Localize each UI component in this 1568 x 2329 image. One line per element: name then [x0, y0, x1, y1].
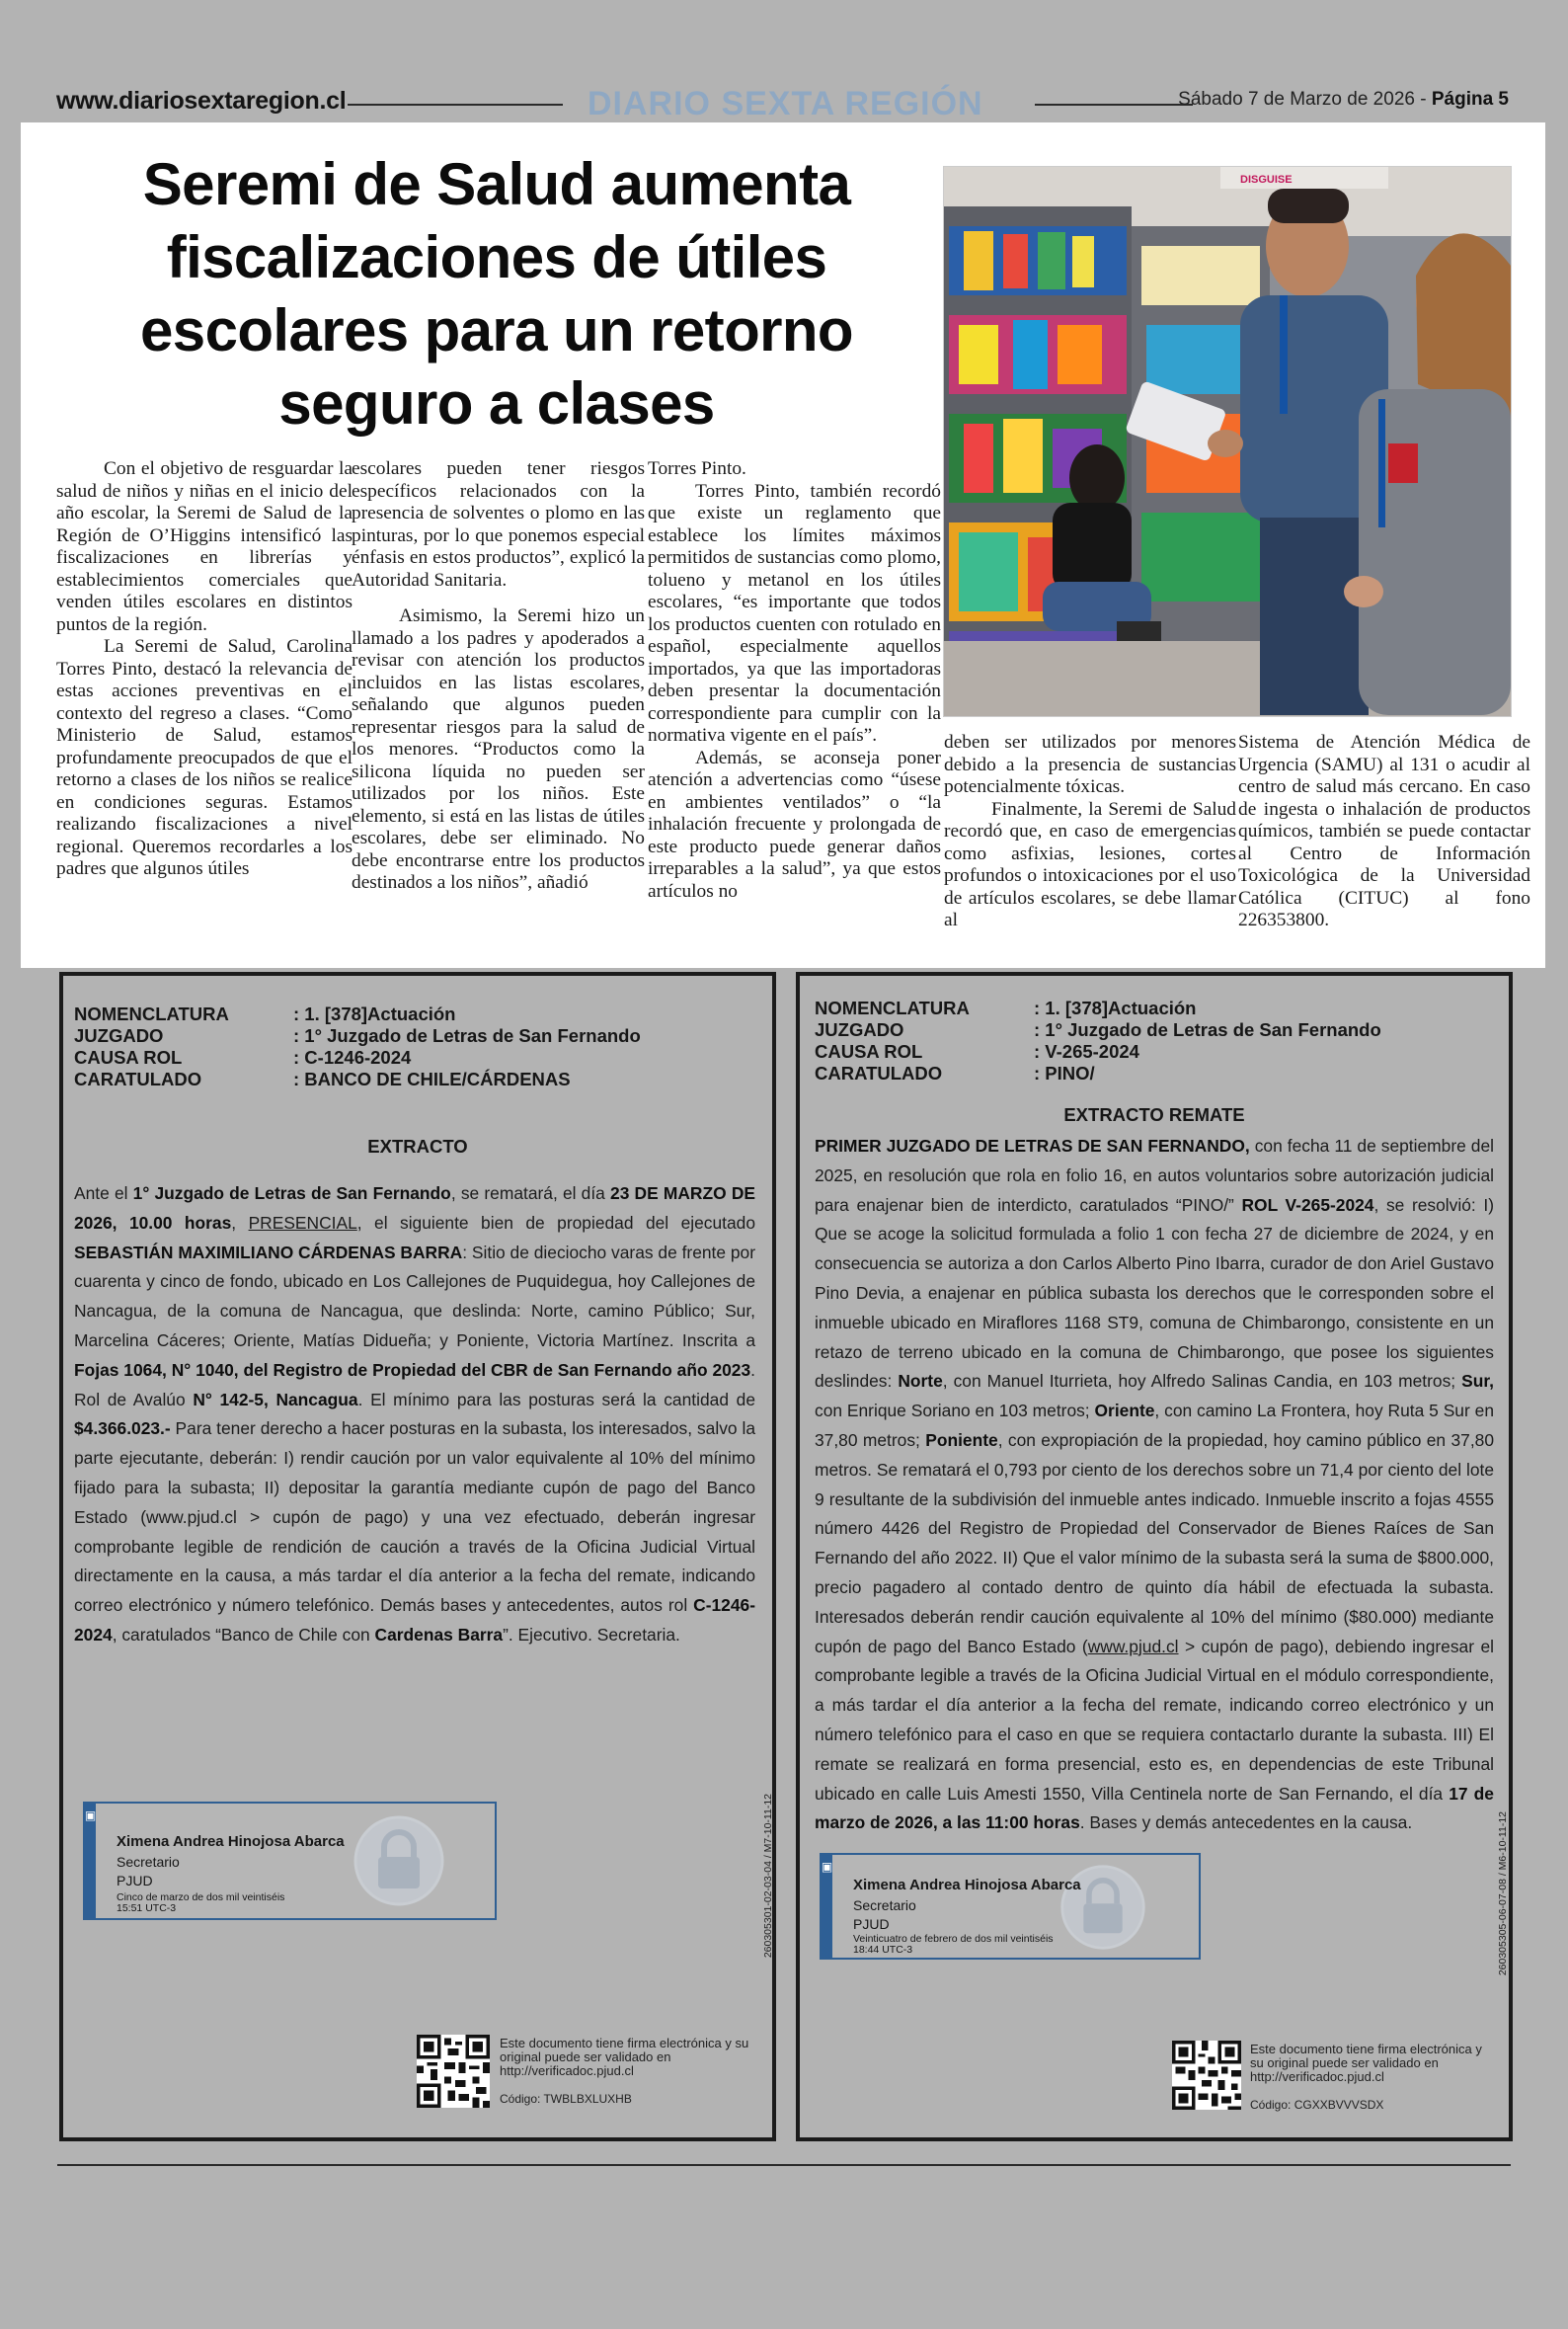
article-panel: [21, 122, 1545, 968]
legal-notice-1: [59, 972, 776, 2141]
header-rule-left: [348, 104, 563, 106]
legal-notice-2: [796, 972, 1513, 2141]
article-column-2: escolares pueden tener riesgos específicos relacionados con la presencia de solventes o plomo en las pinturas, por lo que ponemos especial énfasis en estos productos”, explicó la Autoridad Sanitaria. Asimismo, la Seremi hizo un llamado a los padres y apoderados a revisar con atención los productos incluidos en las listas escolares, señalando que algunos pueden representar riesgos para la salud de los menores. “Productos como la silicona líquida no pueden ser utilizados por los niños. Este elemento, si está en las listas de útiles escolares, debe ser eliminado. No debe encontrarse entre los productos destinados a los niños”, añadió: [352, 458, 645, 893]
notice-1-metadata: NOMENCLATURA : 1. [378]Actuación JUZGADO : 1° Juzgado de Letras de San Fernando CAUSA ROL : C-1246-2024 CARATULADO : BANCO DE CHILE/CÁRDENAS: [74, 1004, 641, 1089]
masthead-title: DIARIO SEXTA REGIÓN: [588, 85, 983, 122]
notice-1-title: EXTRACTO: [367, 1136, 468, 1157]
notice-2-metadata: NOMENCLATURA : 1. [378]Actuación JUZGADO : 1° Juzgado de Letras de San Fernando CAUSA ROL : V-265-2024 CARATULADO : PINO/: [815, 998, 1381, 1084]
signature-date: Veinticuatro de febrero de dos mil veintiséis 18:44 UTC-3: [853, 1933, 1054, 1956]
validation-code-1: Código: TWBLBXLUXHB: [500, 2092, 632, 2106]
notice-1-vertical-code: 260305301-02-03-04 / M7-10-11-12: [762, 1794, 774, 1959]
article-headline: Seremi de Salud aumenta fiscalizaciones de útiles escolares para un retorno seguro a clases: [140, 151, 853, 437]
signer-org: PJUD: [853, 1916, 890, 1932]
notice-2-body: PRIMER JUZGADO DE LETRAS DE SAN FERNANDO, con fecha 11 de septiembre del 2025, en resolución que rola en folio 16, en autos voluntarios sobre autorización judicial para enajenar bien de interdicto, caratulados “PINO/” ROL V-265-2024, se resolvió: I) Que se acoge la solicitud formulada a folio 1 con fecha 27 de diciembre de 2024, y en consecuencia se autoriza a don Carlos Alberto Pino Ibarra, curador de don Ariel Gustavo Pino Devia, a enajenar en pública subasta los derechos que le corresponden sobre el inmueble ubicado en Miraflores 1168 ST9, comuna de Chimbarongo, consistente en un retazo de terreno ubicado en la comuna de Chimbarongo, que posee los siguientes deslindes: Norte, con Manuel Iturrieta, hoy Alfredo Salinas Candia, en 103 metros; Sur, con Enrique Soriano en 103 metros; Oriente, con camino La Frontera, hoy Ruta 5 Sur en 37,80 metros; Poniente, con expropiación de la propiedad, hoy camino público en 37,80 metros. Se rematará el 0,793 por ciento de los derechos sobre un 71,4 por ciento del lote 9 resultante de la subdivisión del inmueble antes indicado. Inmueble inscrito a fojas 4555 número 4426 del Registro de Propiedad del Conservador de Bienes Raíces de San Fernando del año 2022. II) Que el valor mínimo de la subasta será la suma de $800.000, precio pagadero al contado dentro de quinto día hábil de efectuada la subasta. Interesados deberán rendir caución equivalente al 10% del mínimo ($80.000) mediante cupón de pago del Banco Estado (www.pjud.cl > cupón de pago), debiendo ingresar el comprobante legible a través de la Oficina Judicial Virtual en el módulo correspondiente, a más tardar el día anterior a la fecha del remate, indicando correo electrónico y un número telefónico para el caso en que se requiera contactarlo durante la subasta. III) El remate se realizará en forma presencial, esto es, en dependencias de este Tribunal ubicado en calle Luis Amesti 1550, Villa Centinela norte de San Fernando, el día 17 de marzo de 2026, a las 11:00 horas. Bases y demás antecedentes en la causa.: [815, 1136, 1495, 1833]
notice-2-vertical-code: 260305305-06-07-08 / M6-10-11-12: [1497, 1811, 1509, 1976]
pjud-link[interactable]: www.pjud.cl: [1087, 1636, 1179, 1656]
validation-code-2: Código: CGXXBVVVSDX: [1250, 2098, 1384, 2112]
store-sign: DISGUISE: [1240, 174, 1293, 186]
signature-box-1: [83, 1802, 497, 1920]
article-column-5: Sistema de Atención Médica de Urgencia (SAMU) al 131 o acudir al centro de salud más cercano. En caso de ingesta o inhalación de productos químicos, también se puede contactar al Centro de Información Toxicológica de la Universidad Católica (CITUC) al fono 226353800.: [1238, 732, 1530, 930]
notice-2-title: EXTRACTO REMATE: [1063, 1104, 1245, 1125]
validation-note-1: Este documento tiene firma electrónica y su original puede ser validado en http://verificadoc.pjud.cl: [500, 2036, 749, 2078]
signature-box-2: [820, 1853, 1201, 1960]
signer-role: Secretario: [853, 1897, 916, 1913]
page-number: Página 5: [1431, 89, 1509, 110]
article-column-4: deben ser utilizados por menores debido a la presencia de sustancias potencialmente tóxicas. Finalmente, la Seremi de Salud recordó que, en caso de emergencias como asfixias, lesiones, cortes profundos o intoxicaciones por el uso de artículos escolares, se debe llamar al: [944, 732, 1236, 930]
signer-name: Ximena Andrea Hinojosa Abarca: [853, 1877, 1081, 1893]
lock-icon: [352, 1813, 446, 1908]
header-rule-right: [1035, 104, 1193, 106]
signature-date: Cinco de marzo de dos mil veintiséis 15:51 UTC-3: [117, 1891, 285, 1914]
signer-name: Ximena Andrea Hinojosa Abarca: [117, 1833, 345, 1850]
article-photo: [943, 166, 1512, 717]
notice-1-body: Ante el 1° Juzgado de Letras de San Fernando, se rematará, el día 23 DE MARZO DE 2026, 10.00 horas, PRESENCIAL, el siguiente bien de propiedad del ejecutado SEBASTIÁN MAXIMILIANO CÁRDENAS BARRA: Sitio de dieciocho varas de frente por cuarenta y cinco de fondo, ubicado en Los Callejones de Puquidegua, hoy Callejones de Nancagua, de la comuna de Nancagua, que deslinda: Norte, camino Público; Sur, Marcelina Cáceres; Oriente, Matías Didueña; y Poniente, Victoria Martínez. Inscrita a Fojas 1064, N° 1040, del Registro de Propiedad del CBR de San Fernando año 2023. Rol de Avalúo N° 142-5, Nancagua. El mínimo para las posturas será la cantidad de $4.366.023.- Para tener derecho a hacer posturas en la subasta, los interesados, salvo la parte ejecutante, deberán: I) rendir caución por un valor equivalente al 10% del mínimo fijado para la subasta; II) depositar la garantía mediante cupón de pago del Banco Estado (www.pjud.cl > cupón de pago) y una vez efectuado, deberán ingresar comprobante legible de rendición de caución a través de la Oficina Judicial Virtual directamente en la causa, a más tardar el día anterior a la fecha del remate, indicando correo electrónico y número telefónico. Demás bases y antecedentes, autos rol C-1246-2024, caratulados “Banco de Chile con Cardenas Barra”. Ejecutivo. Secretaria.: [74, 1183, 756, 1645]
header-date: Sábado 7 de Marzo de 2026 - Página 5: [1178, 89, 1509, 110]
signer-org: PJUD: [117, 1873, 153, 1888]
article-column-1: Con el objetivo de resguardar la salud de niños y niñas en el inicio del año escolar, la Seremi de Salud de la Región de O’Higgins intensificó las fiscalizaciones en librerías y establecimientos comerciales que venden útiles escolares en distintos puntos de la región. La Seremi de Salud, Carolina Torres Pinto, destacó la relevancia de estas acciones preventivas en el contexto del regreso a clases. “Como Ministerio de Salud, estamos profundamente preocupados de que el retorno a clases de los niños se realice en condiciones seguras. Estamos realizando fiscalizaciones a nivel regional. Queremos recordarles a los padres que algunos útiles: [56, 458, 353, 879]
courthouse-icon: ▣: [821, 1860, 833, 1874]
site-url[interactable]: www.diariosextaregion.cl: [56, 87, 347, 115]
footer-rule: [57, 2164, 1511, 2166]
qr-code-2[interactable]: [1172, 2041, 1241, 2110]
courthouse-icon: ▣: [84, 1808, 97, 1822]
validation-note-2: Este documento tiene firma electrónica y su original puede ser validado en http://verificadoc.pjud.cl: [1250, 2042, 1482, 2084]
article-column-3: Torres Pinto. Torres Pinto, también recordó que existe un reglamento que establece los límites máximos permitidos de sustancias como plomo, tolueno y metanol en los útiles escolares, “es importante que todos los productos cuenten con rotulado en español, especialmente aquellos importados, ya que las importadoras deben presentar la documentación correspondiente para cumplir con la normativa vigente en el país”. Además, se aconseja poner atención a advertencias como “úsese en ambientes ventilados” o “la inhalación frecuente y prolongada de este producto puede generar daños irreparables a la salud”, ya que estos artículos no: [648, 458, 941, 902]
qr-code-1[interactable]: [417, 2035, 490, 2108]
signer-role: Secretario: [117, 1854, 180, 1870]
